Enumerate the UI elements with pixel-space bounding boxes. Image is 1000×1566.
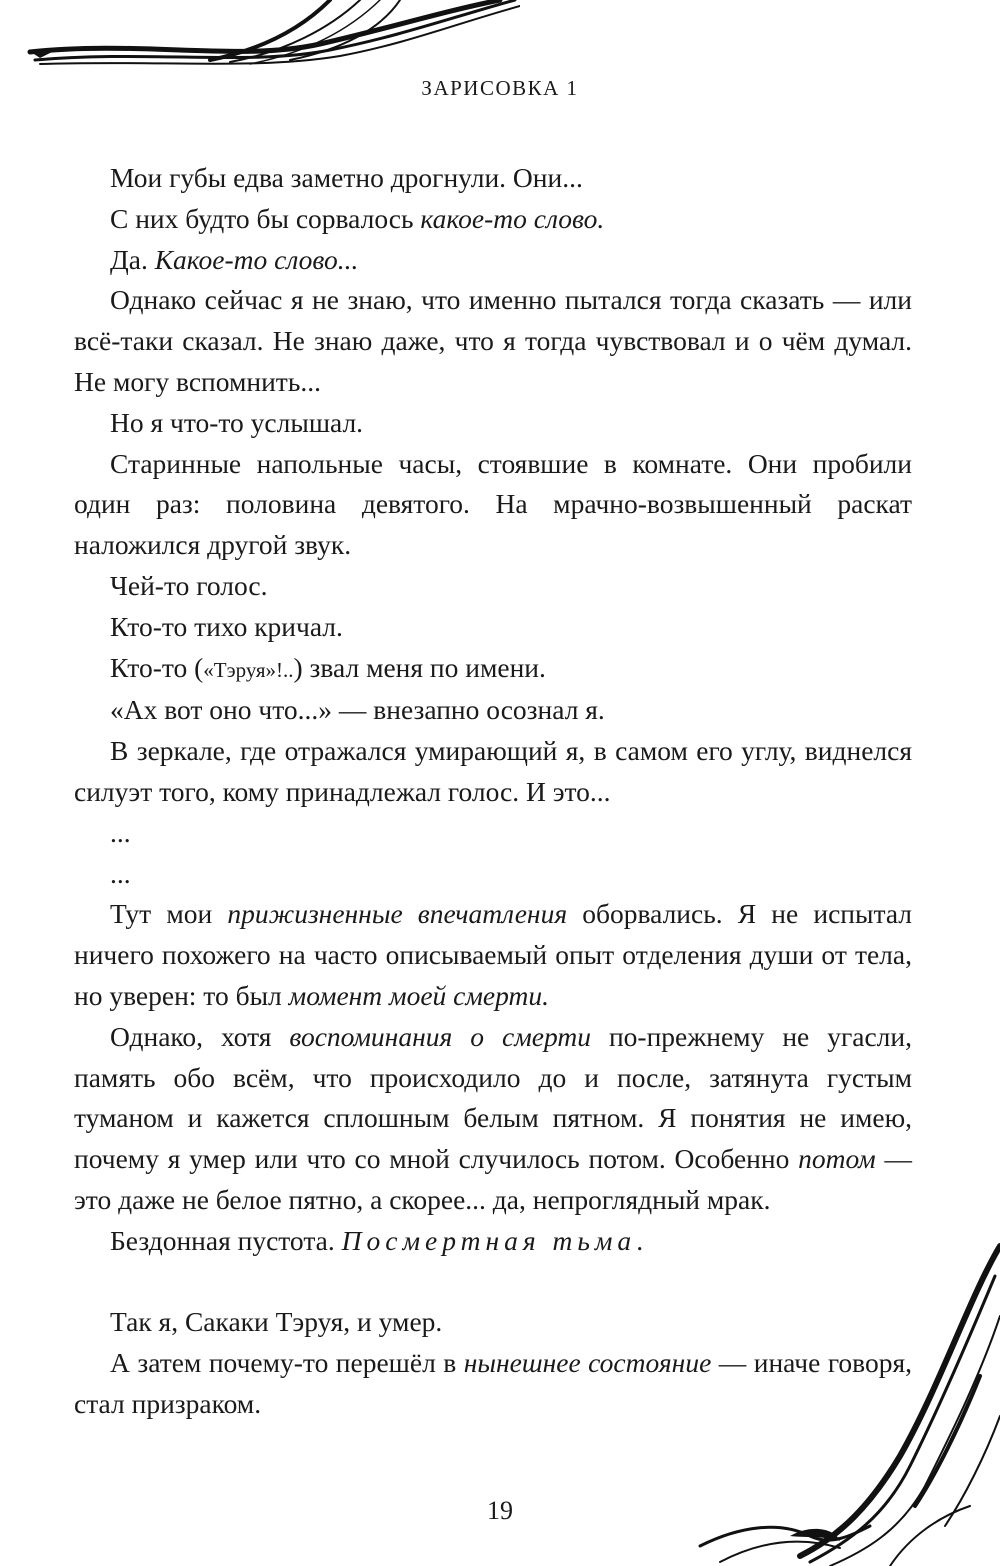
- paragraph: [74, 1302, 912, 1343]
- paragraph: [74, 894, 912, 1016]
- paragraph: [74, 1017, 912, 1221]
- paragraph: [74, 158, 912, 199]
- running-head: ЗАРИСОВКА 1: [421, 76, 579, 100]
- text-italic: потом: [798, 1143, 876, 1175]
- text-run: Тут мои: [110, 898, 228, 930]
- paragraph: [74, 1343, 912, 1425]
- text-run: по-прежнему не угасли, память обо всём, что происходило до и после, затянута густым туманом и кажется сплошным белым пятном. Я понятия не имею, почему я умер или что со мной случилось потом. Особенно: [74, 1020, 912, 1175]
- page-number: 19: [487, 1496, 513, 1525]
- top-flourish-ornament: [0, 0, 520, 80]
- text-run: «Ах вот оно что...» — внезапно осознал я.: [110, 694, 605, 726]
- text-run: Да.: [110, 243, 155, 275]
- text-run: Однако, хотя: [110, 1020, 290, 1052]
- text-run: Бездонная пустота.: [110, 1224, 342, 1256]
- paragraph: [74, 854, 912, 895]
- paragraph: [74, 444, 912, 566]
- text-run: А затем почему-то перешёл в: [110, 1347, 464, 1379]
- paragraph: [74, 607, 912, 648]
- text-run: С них будто бы сорвалось: [110, 202, 421, 234]
- paragraph: [74, 731, 912, 813]
- text-run: Кто-то тихо кричал.: [110, 610, 343, 642]
- text-small: «Тэруя»!..: [203, 657, 294, 682]
- text-italic: нынешнее состояние: [463, 1347, 712, 1379]
- text-run: ...: [110, 857, 131, 889]
- text-run: Однако сейчас я не знаю, что именно пытался тогда сказать — или всё-таки сказал. Не знаю даже, что я тогда чувствовал и о чём думал. Не могу вспомнить...: [74, 284, 912, 397]
- text-italic: Какое-то слово...: [154, 243, 359, 275]
- text-italic: момент моей смерти.: [288, 979, 550, 1011]
- text-spaced: Посмертная тьма: [341, 1224, 637, 1256]
- text-run: Мои губы едва заметно дрогнули. Они...: [110, 162, 583, 193]
- paragraph: [74, 813, 912, 854]
- paragraph: [74, 280, 912, 402]
- body-text: [74, 158, 912, 1425]
- text-run: Чей-то голос.: [110, 569, 268, 601]
- text-run: Так я, Сакаки Тэруя, и умер.: [110, 1306, 443, 1338]
- text-italic: прижизненные впечатления: [227, 898, 568, 930]
- text-run: оборвались. Я не испытал ничего похожего на часто описываемый опыт отделения души от тела, но уверен: то был: [74, 898, 913, 1011]
- text-run: ) звал меня по имени.: [293, 651, 546, 683]
- text-run: ...: [110, 816, 131, 848]
- text-run: Кто-то (: [110, 651, 204, 683]
- section-gap: [74, 1262, 912, 1303]
- paragraph: [74, 240, 912, 281]
- text-run: В зеркале, где отражался умирающий я, в самом его углу, виднелся силуэт того, кому принадлежал голос. И это...: [74, 735, 912, 807]
- text-run: — иначе говоря, стал призраком.: [74, 1347, 912, 1419]
- paragraph: [74, 1221, 912, 1262]
- paragraph: [74, 566, 912, 607]
- paragraph: [74, 403, 912, 444]
- text-run: .: [636, 1224, 644, 1256]
- paragraph: [74, 199, 912, 240]
- text-italic: какое-то слово.: [420, 202, 605, 234]
- paragraph: [74, 690, 912, 731]
- text-run: Но я что-то услышал.: [110, 406, 364, 438]
- text-run: Старинные напольные часы, стоявшие в комнате. Они пробили один раз: половина девятого. На мрачно-возвышенный раскат наложился другой звук.: [74, 447, 912, 561]
- text-italic: воспоминания о смерти: [289, 1020, 591, 1052]
- text-run: — это даже не белое пятно, а скорее... да, непроглядный мрак.: [74, 1143, 912, 1215]
- paragraph: [74, 648, 912, 691]
